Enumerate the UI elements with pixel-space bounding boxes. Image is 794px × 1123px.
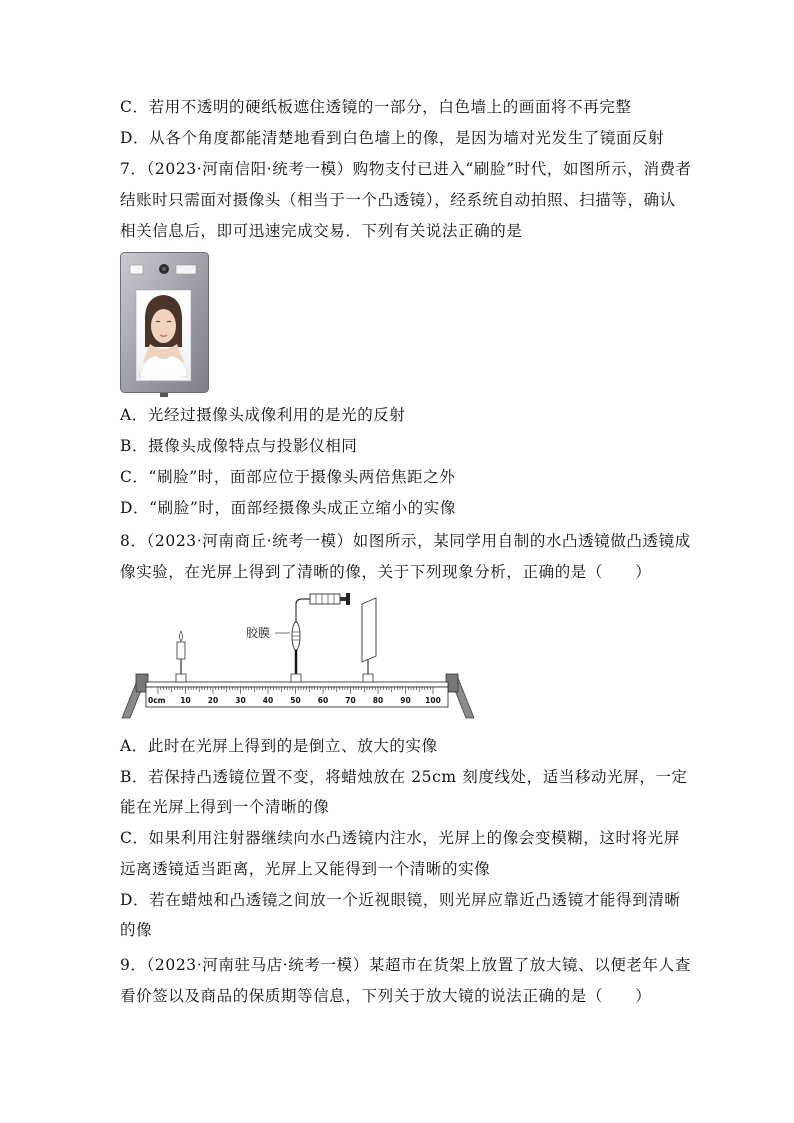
q6-option-d: D．从各个角度都能清楚地看到白色墙上的像，是因为墙对光发生了镜面反射 (120, 129, 665, 147)
optical-bench-figure (118, 590, 478, 725)
q7-stem-line2: 结账时只需面对摄像头（相当于一个凸透镜），经系统自动拍照、扫描等，确认 (120, 191, 676, 209)
q8-option-b-line2: 能在光屏上得到一个清晰的像 (120, 798, 330, 816)
sensor-left (130, 265, 143, 274)
q7-option-a: A．光经过摄像头成像利用的是光的反射 (120, 406, 406, 424)
sensor-right (176, 265, 196, 274)
ruler-label: 10 (180, 696, 191, 705)
face-pay-terminal-figure (120, 252, 210, 397)
ruler-label: 50 (290, 696, 301, 705)
water-lens-with-syringe-icon (291, 593, 350, 682)
q6-option-c: C．若用不透明的硬纸板遮住透镜的一部分，白色墙上的画面将不再完整 (120, 98, 632, 116)
q9-stem-line2: 看价签以及商品的保质期等信息，下列关于放大镜的说法正确的是（ ） (120, 987, 652, 1005)
terminal-stand (160, 393, 168, 397)
q8-option-d-line2: 的像 (120, 921, 153, 939)
q8-option-b-line1: B．若保持凸透镜位置不变，将蜡烛放在 25cm 刻度线处，适当移动光屏，一定 (120, 768, 688, 786)
q8-option-c-line2: 远离透镜适当距离，光屏上又能得到一个清晰的实像 (120, 860, 491, 878)
membrane-label: 胶膜 (246, 626, 271, 640)
q8-option-d-line1: D．若在蜡烛和凸透镜之间放一个近视眼镜，则光屏应靠近凸透镜才能得到清晰 (120, 891, 681, 909)
q7-stem-line1: 7．（2023·河南信阳·统考一模）购物支付已进入“刷脸”时代，如图所示，消费者 (120, 160, 692, 178)
q7-option-d: D．“刷脸”时，面部经摄像头成正立缩小的实像 (120, 499, 456, 517)
light-screen-icon (362, 598, 376, 682)
ruler-label: 60 (317, 696, 329, 705)
q8-stem-line1: 8．（2023·河南商丘·统考一模）如图所示，某同学用自制的水凸透镜做凸透镜成 (120, 532, 691, 550)
ruler-label: 40 (262, 696, 274, 705)
q8-option-c-line1: C．如果利用注射器继续向水凸透镜内注水，光屏上的像会变模糊，这时将光屏 (120, 829, 680, 847)
q7-option-c: C．“刷脸”时，面部应位于摄像头两倍焦距之外 (120, 468, 456, 486)
ruler-label: 20 (207, 696, 219, 705)
q7-option-b: B．摄像头成像特点与投影仪相同 (120, 437, 358, 455)
ruler-label: 0cm (148, 696, 166, 705)
q8-option-a: A．此时在光屏上得到的是倒立、放大的实像 (120, 737, 438, 755)
q9-stem-line1: 9．（2023·河南驻马店·统考一模）某超市在货架上放置了放大镜、以便老年人查 (120, 956, 691, 974)
ruler-label: 100 (425, 696, 441, 705)
ruler-label: 70 (345, 696, 356, 705)
candle-icon (176, 631, 186, 682)
ruler-label: 90 (400, 696, 411, 705)
ruler-label: 80 (372, 696, 384, 705)
ruler-label: 30 (235, 696, 246, 705)
q7-stem-line3: 相关信息后，即可迅速完成交易．下列有关说法正确的是 (120, 222, 523, 240)
q8-stem-line2: 像实验，在光屏上得到了清晰的像，关于下列现象分析，正确的是（ ） (120, 563, 652, 581)
